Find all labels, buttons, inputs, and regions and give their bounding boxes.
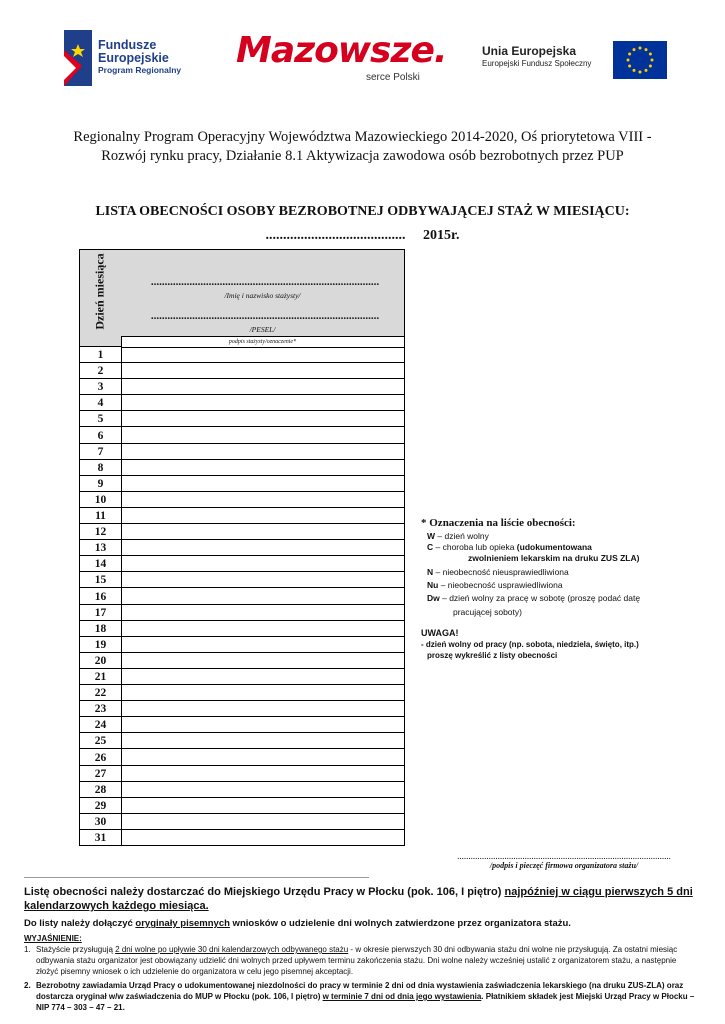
day-number: 30: [94, 815, 107, 828]
day-number: 11: [95, 510, 106, 522]
year-label: 2015r.: [423, 228, 460, 243]
note-2: 2. Bezrobotny zawiadamia Urząd Pracy o udokumentowanej niezdolności do pracy w terminie 2 dni od dnia wystawienia zaświadczenia lekarskiego (na druku ZUS-ZLA) oraz dostarcza oryginał w/w zaświadczenia do MUP w Płocku (pok. 106, I piętro) w terminie 7 dni od dnia jego wystawienia. Płatnikiem składek jest Miejski Urząd Pracy w Płocku – NIP 774 – 303 – 47 – 21.: [24, 981, 695, 1012]
day-number: 28: [94, 783, 107, 796]
day-number: 27: [94, 767, 107, 780]
signature-label: podpis stażysty/oznaczenie*: [121, 337, 404, 348]
table-row: [80, 782, 404, 798]
ue-line1: Unia Europejska: [482, 44, 577, 58]
table-row: [80, 637, 404, 653]
attendance-table: [79, 249, 405, 846]
day-number: 9: [97, 477, 104, 490]
document-title: LISTA OBECNOŚCI OSOBY BEZROBOTNEJ ODBYWAJĄCEJ STAŻ W MIESIĄCU:: [95, 204, 630, 219]
day-number: 29: [94, 799, 107, 812]
table-row: [80, 685, 404, 701]
day-number: 21: [94, 671, 107, 683]
pesel-dots: ...................................................................................: [150, 310, 380, 322]
day-number: 10: [94, 493, 107, 506]
day-number: 15: [94, 574, 107, 587]
delivery-instruction: Listę obecności należy dostarczać do Miejskiego Urzędu Pracy w Płocku (pok. 106, I piętro) najpóźniej w ciągu pierwszych 5 dni kalendarzowych każdego miesiąca.: [24, 886, 693, 912]
table-row: [80, 347, 404, 363]
trainee-header-cell: [121, 250, 404, 337]
table-row: [80, 605, 404, 621]
eu-star-icon: [649, 53, 652, 56]
eu-star-icon: [633, 48, 636, 51]
ue-line2: Europejski Fundusz Społeczny: [482, 59, 592, 68]
day-number: 12: [94, 526, 107, 539]
eu-star-icon: [627, 59, 630, 62]
table-row: [80, 428, 404, 444]
legend-item-n: N – nieobecność nieusprawiedliwiona: [427, 567, 569, 577]
eu-star-icon: [649, 65, 652, 68]
fe-line1: Fundusze: [98, 38, 157, 52]
program-line1: Regionalny Program Operacyjny Województwa Mazowieckiego 2014-2020, Oś priorytetowa VIII -: [73, 129, 652, 145]
day-header: Dzień miesiąca: [92, 253, 107, 330]
table-row: [80, 363, 404, 379]
uwaga-line1: - dzień wolny od pracy (np. sobota, niedziela, święto, itp.): [421, 640, 639, 649]
day-number: 2: [97, 365, 104, 378]
mazowsze-logo: [236, 30, 447, 86]
fe-line3: Program Regionalny: [98, 65, 182, 75]
organizer-signature-label: /podpis i pieczęć firmowa organizatora stażu/: [489, 861, 639, 870]
legend-title: * Oznaczenia na liście obecności:: [421, 517, 576, 529]
table-row: [80, 492, 404, 508]
table-row: [80, 460, 404, 476]
legend: [421, 518, 711, 618]
table-row: [80, 508, 404, 524]
day-number: 4: [97, 397, 104, 410]
uwaga-note: [421, 628, 711, 661]
day-number: 17: [94, 606, 107, 619]
eu-star-icon: [633, 69, 636, 72]
table-row: [80, 750, 404, 766]
month-line: [60, 228, 665, 244]
day-number: 22: [94, 687, 107, 700]
table-row: [80, 669, 404, 685]
day-number: 6: [97, 429, 104, 442]
attachment-instruction: Do listy należy dołączyć oryginały pisemnych wniosków o udzielenie dni wolnych zatwierdzone przez organizatora stażu.: [24, 918, 571, 929]
legend-item-dw: Dw – dzień wolny za pracę w sobotę (proszę podać datę: [427, 593, 641, 603]
legend-item-c: C – choroba lub opieka (udokumentowana: [427, 542, 592, 552]
table-row: [80, 701, 404, 717]
eu-star-icon: [645, 69, 648, 72]
organizer-signature-dots: ...............................................................................................: [457, 851, 671, 861]
legend-item-w: W – dzień wolny: [427, 531, 489, 541]
table-row: [80, 621, 404, 637]
table-row: [80, 444, 404, 460]
explanation-notes: [24, 944, 700, 1013]
table-row: [80, 798, 404, 814]
day-number: 16: [94, 590, 107, 603]
fundusze-europejskie-logo: [64, 30, 214, 86]
day-number: 19: [94, 638, 107, 651]
table-row: [80, 540, 404, 556]
day-number: 26: [94, 751, 107, 764]
table-row: [80, 814, 404, 830]
eu-star-icon: [628, 65, 631, 68]
day-number: 31: [94, 832, 107, 844]
legend-item-nu: Nu – nieobecność usprawiedliwiona: [427, 580, 563, 590]
table-row: [80, 524, 404, 540]
table-row: [80, 589, 404, 605]
unia-europejska-logo: [482, 38, 672, 82]
eu-flag-icon: [613, 41, 667, 79]
eu-star-icon: [645, 48, 648, 51]
day-number: 24: [94, 719, 107, 732]
day-number: 20: [94, 654, 107, 667]
day-number: 8: [97, 461, 104, 474]
table-row: [80, 733, 404, 749]
explanation-heading: WYJAŚNIENIE:: [24, 934, 82, 943]
mazowsze-sub: serce Polski: [366, 72, 420, 83]
fe-flag-icon: [64, 30, 92, 86]
day-number: 5: [97, 413, 104, 426]
month-dots: ........................................: [265, 228, 406, 243]
day-number: 1: [97, 349, 104, 361]
program-line2: Rozwój rynku pracy, Działanie 8.1 Aktywizacja zawodowa osób bezrobotnych przez PUP: [101, 148, 624, 164]
legend-item-dw-cont: pracującej soboty): [453, 607, 522, 617]
program-title: [60, 128, 665, 166]
day-number: 18: [94, 622, 107, 635]
day-header-cell: [80, 250, 121, 347]
uwaga-line2: proszę wykreślić z listy obecności: [427, 651, 558, 660]
uwaga-title: UWAGA!: [421, 628, 459, 638]
mazowsze-word: Mazowsze.: [236, 30, 447, 71]
eu-star-icon: [639, 47, 642, 50]
table-row: [80, 653, 404, 669]
day-number: 25: [94, 735, 107, 748]
note-1: 1. Stażyście przysługują 2 dni wolne po upływie 30 dni kalendarzowych odbywanego stażu - w okresie pierwszych 30 dni odbywania stażu dni wolne nie przysługują. Za ostatni miesiąc odbywania stażu organizator jest obowiązany udzielić dni wolnych przed upływem terminu zakończenia stażu. Dni wolne należy wcześniej ustalić z organizatorem stażu, a następnie złożyć pisemny wniosek o ich udzielenie do organizatora w celu jego pisemnej akceptacji.: [24, 945, 678, 976]
day-number: 13: [94, 542, 107, 555]
day-number: 23: [94, 703, 107, 716]
table-row: [80, 572, 404, 588]
day-number: 3: [97, 381, 104, 394]
pesel-label: /PESEL/: [249, 325, 276, 334]
eu-star-icon: [651, 59, 654, 62]
table-row: [80, 717, 404, 733]
table-row: [80, 476, 404, 492]
table-row: [80, 556, 404, 572]
table-row: [80, 395, 404, 411]
table-row: [80, 830, 404, 846]
table-row: [80, 379, 404, 395]
name-label: /Imię i nazwisko stażysty/: [224, 291, 301, 300]
legend-item-c-cont: zwolnieniem lekarskim na druku ZUS ZLA): [468, 553, 640, 563]
day-number: 7: [97, 445, 104, 458]
day-number: 14: [94, 558, 107, 571]
separator-line: [24, 877, 369, 878]
table-row: [80, 411, 404, 427]
fe-line2: Europejskie: [98, 51, 169, 65]
name-dots: ...................................................................................: [150, 276, 380, 288]
eu-star-icon: [639, 71, 642, 74]
eu-star-icon: [628, 53, 631, 56]
instructions: [24, 885, 700, 1013]
table-row: [80, 766, 404, 782]
